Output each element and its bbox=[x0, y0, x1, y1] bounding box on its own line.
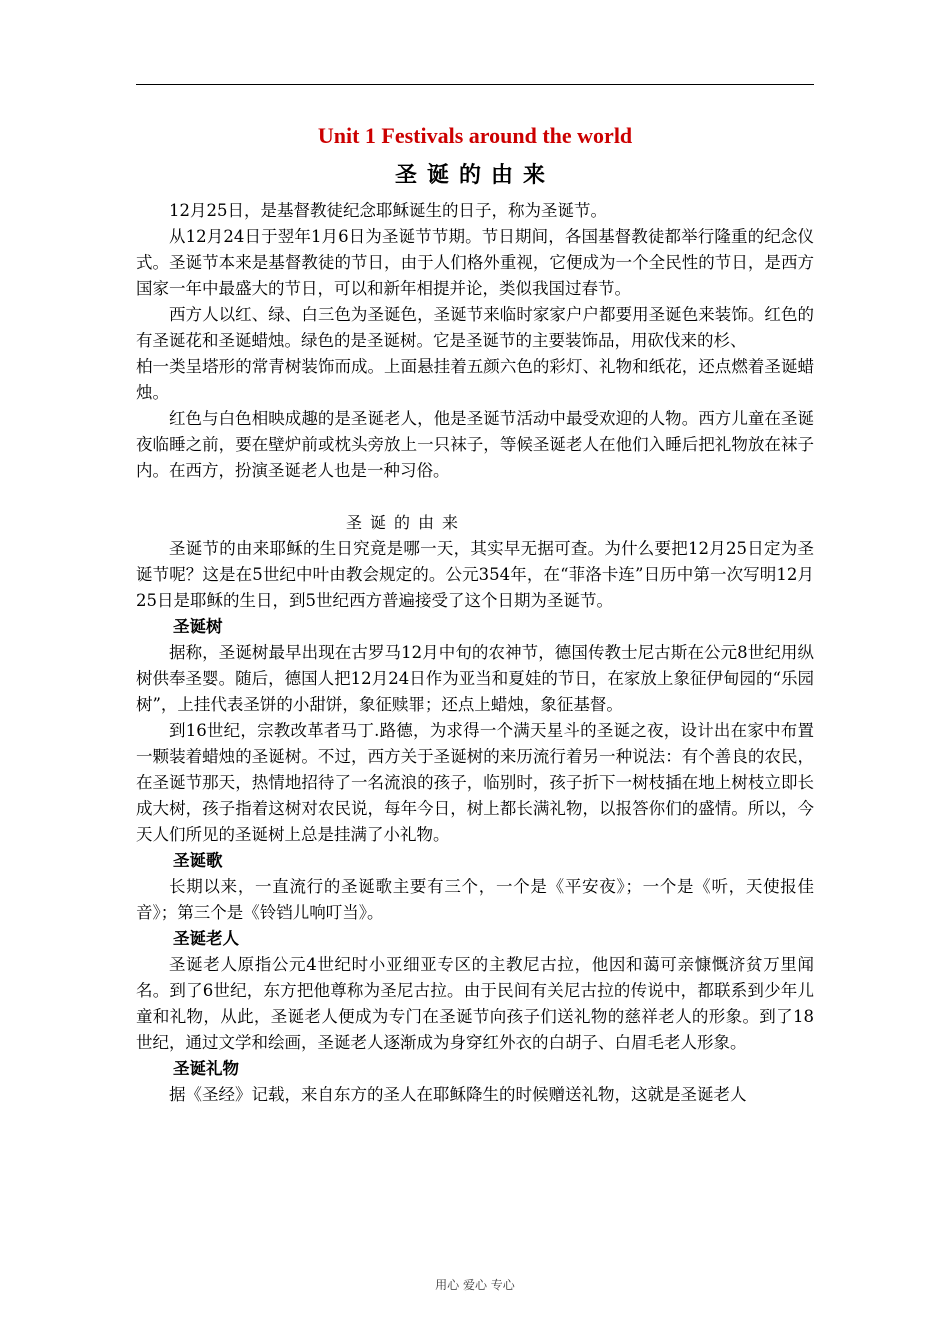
paragraph: 西方人以红、绿、白三色为圣诞色，圣诞节来临时家家户户都要用圣诞色来装饰。红色的有圣诞花和圣诞蜡烛。绿色的是圣诞树。它是圣诞节的主要装饰品，用砍伐来的杉、 bbox=[136, 305, 814, 350]
paragraph: 到16世纪，宗教改革者马丁.路德，为求得一个满天星斗的圣诞之夜，设计出在家中布置一颗装着蜡烛的圣诞树。不过，西方关于圣诞树的来历流行着另一种说法：有个善良的农民，在圣诞节那天，热情地招待了一名流浪的孩子，临别时，孩子折下一树枝插在地上树枝立即长成大树，孩子指着这树对农民说，每年今日，树上都长满礼物，以报答你们的盛情。所以，今天人们所见的圣诞树上总是挂满了小礼物。 bbox=[136, 721, 814, 844]
paragraph: 红色与白色相映成趣的是圣诞老人，他是圣诞节活动中最受欢迎的人物。西方儿童在圣诞夜临睡之前，要在壁炉前或枕头旁放上一只袜子，等候圣诞老人在他们入睡后把礼物放在袜子内。在西方，扮演圣诞老人也是一种习俗。 bbox=[136, 409, 814, 480]
heading-christmas-song: 圣诞歌 bbox=[173, 851, 223, 870]
paragraph: 据《圣经》记载，来自东方的圣人在耶稣降生的时候赠送礼物，这就是圣诞老人 bbox=[169, 1085, 747, 1104]
title-english: Unit 1 Festivals around the world bbox=[317, 123, 633, 148]
paragraph: 从12月24日于翌年1月6日为圣诞节节期。节日期间，各国基督教徒都举行隆重的纪念仪式。圣诞节本来是基督教徒的节日，由于人们格外重视，它便成为一个全民性的节日，是西方国家一年中最盛大的节日，可以和新年相提并论，类似我国过春节。 bbox=[136, 227, 814, 298]
heading-christmas-gift: 圣诞礼物 bbox=[173, 1059, 239, 1078]
paragraph: 圣诞节的由来耶稣的生日究竟是哪一天，其实早无据可查。为什么要把12月25日定为圣诞节呢？这是在5世纪中叶由教会规定的。公元354年，在“菲洛卡连”日历中第一次写明12月25日是耶稣的生日，到5世纪西方普遍接受了这个日期为圣诞节。 bbox=[136, 539, 814, 610]
heading-christmas-tree: 圣诞树 bbox=[173, 617, 223, 636]
title-chinese: 圣诞的由来 bbox=[394, 162, 555, 188]
section-subtitle: 圣诞的由来 bbox=[346, 513, 467, 532]
header-rule bbox=[136, 84, 814, 85]
paragraph: 据称，圣诞树最早出现在古罗马12月中旬的农神节，德国传教士尼古斯在公元8世纪用纵树供奉圣婴。随后，德国人把12月24日作为亚当和夏娃的节日，在家放上象征伊甸园的“乐园树”，上挂代表圣饼的小甜饼，象征赎罪；还点上蜡烛，象征基督。 bbox=[136, 643, 814, 714]
page-footer: 用心 爱心 专心 bbox=[435, 1278, 515, 1292]
heading-santa-claus: 圣诞老人 bbox=[173, 929, 239, 948]
paragraph: 柏一类呈塔形的常青树装饰而成。上面悬挂着五颜六色的彩灯、礼物和纸花，还点燃着圣诞蜡烛。 bbox=[136, 357, 814, 402]
document-body bbox=[136, 118, 814, 1108]
paragraph: 12月25日，是基督教徒纪念耶稣诞生的日子，称为圣诞节。 bbox=[169, 201, 607, 220]
paragraph: 圣诞老人原指公元4世纪时小亚细亚专区的主教尼古拉，他因和蔼可亲慷慨济贫万里闻名。到了6世纪，东方把他尊称为圣尼古拉。由于民间有关尼古拉的传说中，都联系到少年儿童和礼物，从此，圣诞老人便成为专门在圣诞节向孩子们送礼物的慈祥老人的形象。到了18世纪，通过文学和绘画，圣诞老人逐渐成为身穿红外衣的白胡子、白眉毛老人形象。 bbox=[136, 955, 814, 1052]
paragraph: 长期以来，一直流行的圣诞歌主要有三个，一个是《平安夜》；一个是《听，天使报佳音》；第三个是《铃铛儿响叮当》。 bbox=[136, 877, 814, 922]
